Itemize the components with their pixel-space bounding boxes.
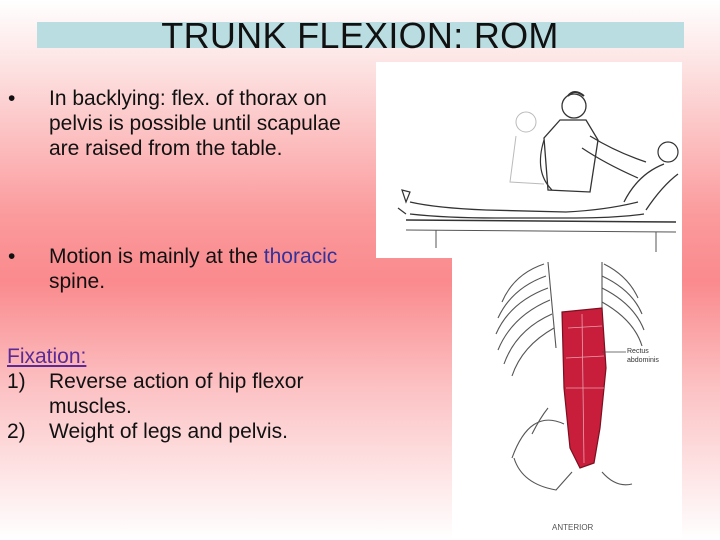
anatomy-drawing [452,258,682,538]
bullet-text: In backlying: flex. of thorax on pelvis is possible until scapulae are raised from the table. [49,87,341,160]
exam-drawing [376,62,682,258]
fixation-number: 1) [7,370,26,393]
muscle-label: Rectus [627,348,649,355]
bullet-text [49,244,359,294]
exam-illustration [376,62,682,258]
fixation-item [7,419,367,444]
muscle-label: abdominis [627,357,659,364]
bullet-text-part: Motion is mainly at the [49,245,264,268]
fixation-text: Weight of legs and pelvis. [49,420,288,443]
bullet-marker: • [8,87,16,110]
view-label: ANTERIOR [552,523,594,532]
anatomy-illustration [452,258,682,538]
slide-title: TRUNK FLEXION: ROM [161,15,559,56]
fixation-block [7,344,367,444]
fixation-heading: Fixation: [7,345,87,368]
fixation-item [7,369,367,419]
bullet-marker: • [8,245,16,268]
bullet-text-part: spine. [49,270,106,293]
fixation-number: 2) [7,420,26,443]
highlight-word: thoracic [263,245,338,268]
fixation-text: Reverse action of hip flexor muscles. [49,370,304,418]
